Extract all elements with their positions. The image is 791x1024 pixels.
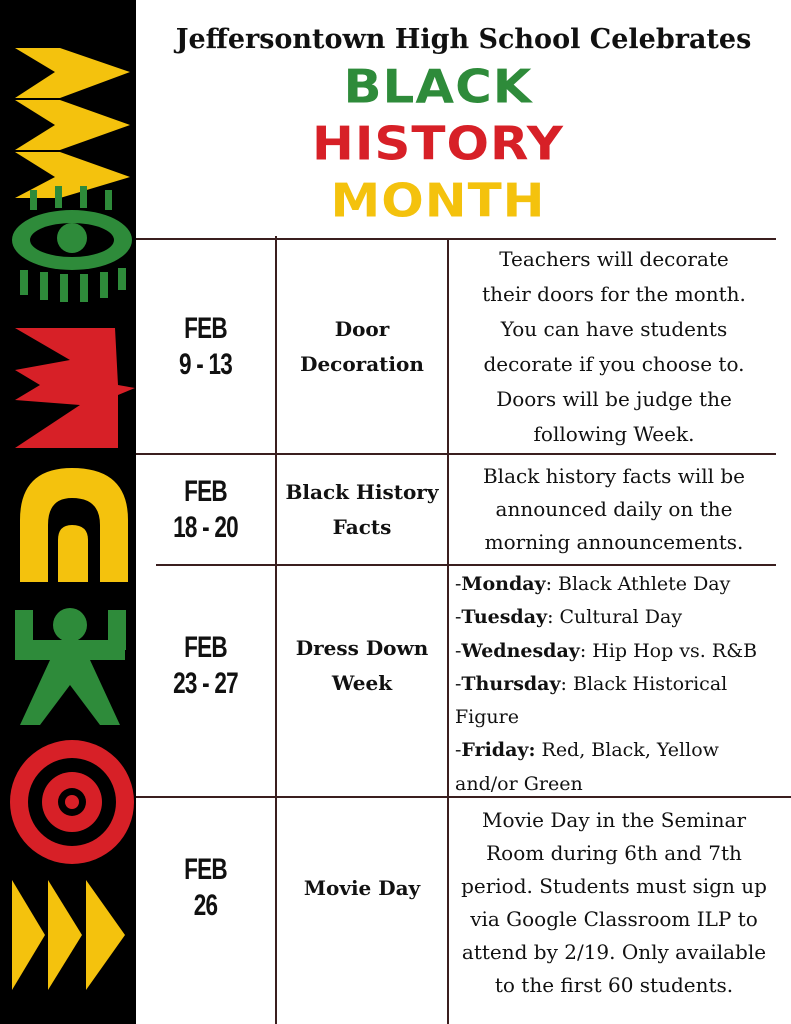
description-cell — [449, 455, 779, 564]
description-line: morning announcements. — [484, 530, 744, 554]
schedule-item: -Tuesday: Cultural Day — [455, 606, 683, 629]
event-cell — [277, 455, 447, 564]
date-cell — [153, 566, 257, 766]
subtitle: Jeffersontown High School Celebrates — [175, 24, 752, 55]
description-line: attend by 2/19. Only available — [461, 940, 767, 964]
schedule-item — [455, 701, 757, 734]
day-theme: : Cultural Day — [547, 606, 683, 629]
decorative-border — [0, 0, 136, 1024]
date-cell — [153, 455, 257, 564]
day-label: Friday: — [461, 739, 536, 762]
event-name: Decoration — [300, 351, 424, 376]
description-line: Teachers will decorate — [499, 246, 729, 271]
date-range: 26 — [193, 889, 218, 922]
date-range: 18 - 20 — [173, 510, 238, 544]
title-month: MONTH — [330, 174, 546, 228]
date-cell — [153, 798, 257, 978]
event-cell — [277, 798, 447, 978]
description-line: their doors for the month. — [482, 281, 746, 306]
african-pattern-icon — [0, 0, 136, 1024]
event-name: Black History — [285, 479, 439, 504]
event-cell — [277, 566, 447, 766]
day-label: Monday — [461, 573, 546, 595]
title-history: HISTORY — [311, 117, 565, 171]
event-name: Dress Down — [295, 636, 429, 660]
schedule-item — [455, 768, 757, 801]
date-month: FEB — [184, 474, 227, 508]
day-label: Tuesday — [461, 606, 548, 629]
dress-down-schedule — [455, 568, 757, 801]
description-line: to the first 60 students. — [494, 973, 734, 997]
day-label: Wednesday — [461, 639, 580, 662]
description-line: announced daily on the — [495, 497, 733, 521]
schedule-item: -Friday: Red, Black, Yellow — [455, 739, 719, 762]
description-line: decorate if you choose to. — [483, 351, 745, 376]
day-theme: : Black Athlete Day — [545, 573, 731, 595]
date-month: FEB — [184, 311, 227, 345]
event-name: Week — [331, 671, 393, 695]
day-theme: Figure — [455, 706, 519, 729]
description-line: Black history facts will be — [482, 464, 746, 488]
day-theme: : Black Historical — [560, 672, 728, 695]
event-name: Movie Day — [303, 875, 421, 900]
description-line: Room during 6th and 7th — [486, 841, 742, 865]
day-theme: : Hip Hop vs. R&B — [579, 639, 758, 662]
event-name: Door — [334, 316, 390, 341]
date-cell — [153, 240, 257, 453]
day-theme: Red, Black, Yellow — [535, 739, 719, 762]
event-cell — [277, 240, 447, 453]
description-line: following Week. — [533, 421, 695, 446]
date-range: 23 - 27 — [173, 667, 238, 700]
event-name: Facts — [332, 514, 392, 539]
day-label: Thursday — [461, 672, 561, 695]
schedule-item: -Monday: Black Athlete Day — [455, 573, 731, 595]
schedule-item: -Thursday: Black Historical — [455, 672, 728, 695]
description-line: period. Students must sign up — [461, 874, 767, 898]
description-line: via Google Classroom ILP to — [470, 907, 758, 931]
description-cell — [449, 240, 779, 453]
description-line: Doors will be judge the — [496, 386, 732, 411]
date-month: FEB — [184, 631, 227, 664]
day-theme: and/or Green — [455, 772, 583, 795]
schedule-item: -Wednesday: Hip Hop vs. R&B — [455, 639, 758, 662]
description-cell — [449, 803, 779, 1003]
date-range: 9 - 13 — [178, 347, 233, 381]
description-line: Movie Day in the Seminar — [481, 808, 747, 832]
date-month: FEB — [184, 853, 227, 886]
description-line: You can have students — [500, 316, 728, 341]
title-black: BLACK — [343, 60, 533, 114]
